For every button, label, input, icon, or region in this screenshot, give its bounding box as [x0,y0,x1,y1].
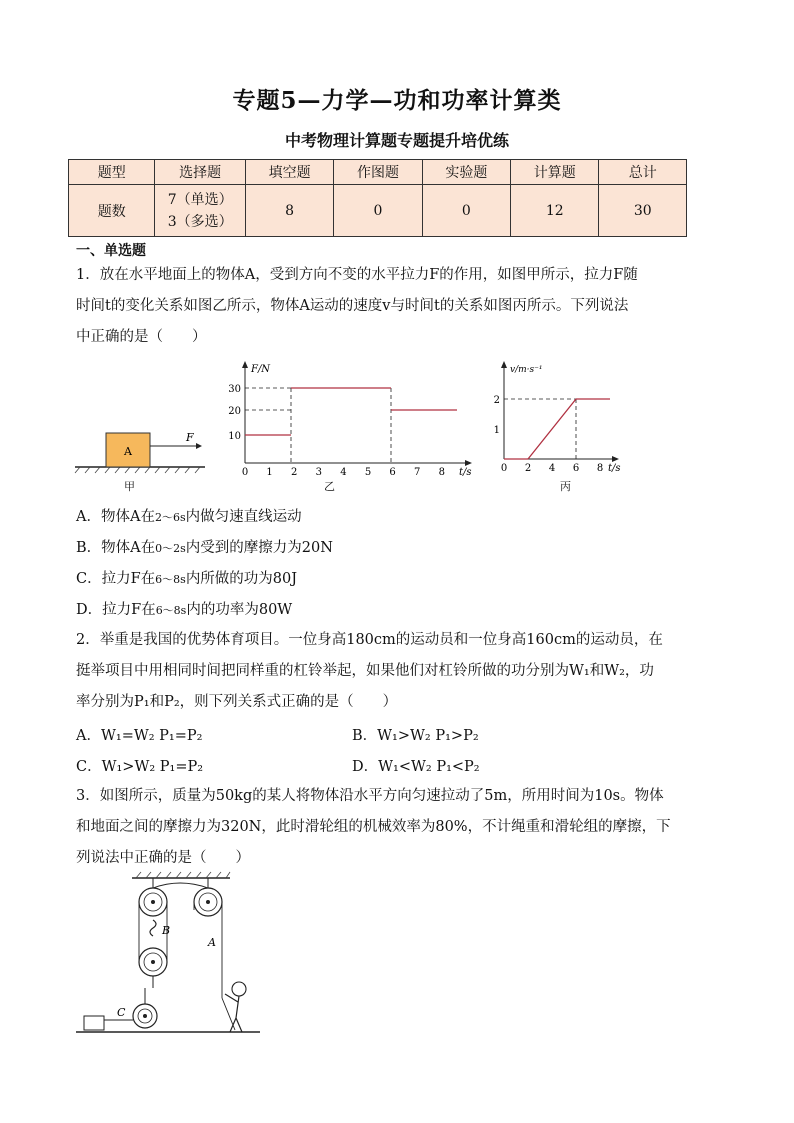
yi-xtick-label: 0 [241,467,249,478]
yi-xtick-label: 7 [414,467,421,478]
option-text: A．物体A在 [76,509,155,525]
header-cell: 实验题 [422,160,510,185]
bing-xtick-label: 8 [596,463,604,474]
yi-ytick-label: 30 [228,384,241,395]
option-text: 内的功率为80W [186,602,293,618]
yi-ylabel: F/N [251,364,271,375]
choice-count-cell [155,185,245,237]
draw-count-cell: 0 [334,185,422,237]
option-range: 0～2s [155,542,186,555]
option-text: 内受到的摩擦力为20N [185,540,333,556]
row-label: 题数 [69,185,155,237]
header-cell: 选择题 [155,160,245,185]
q2-option-b[interactable]: B．W₁>W₂ P₁>P₂ [352,728,479,744]
yi-xtick-label: 4 [340,467,347,478]
yi-xlabel: t/s [459,467,472,478]
yi-xtick-label: 5 [364,467,372,478]
option-range: 6～8s [155,604,187,617]
q3-line-2: 和地面之间的摩擦力为320N，此时滑轮组的机械效率为80%，不计绳重和滑轮组的摩擦，下 [76,819,671,835]
choice-multi: 3（多选） [167,213,233,230]
bing-xtick-label: 2 [524,463,532,474]
pulley-figure [70,870,270,1040]
caption-bing: 丙 [560,480,571,493]
q1-option-b[interactable] [76,536,333,557]
summary-value-row [69,185,687,237]
yi-xtick-label: 6 [389,467,396,478]
option-text: D．拉力F在 [76,602,156,618]
yi-ytick-label: 20 [228,406,241,417]
q2-line-3: 率分别为P₁和P₂，则下列关系式正确的是（ ） [76,694,398,710]
choice-single: 7（单选） [167,191,233,208]
option-text: B．物体A在 [76,540,156,556]
q1-option-a[interactable] [76,505,302,526]
q2-line-2: 挺举项目中用相同时间把同样重的杠铃举起，如果他们对杠铃所做的功分别为W₁和W₂，功 [76,663,654,679]
bing-ylabel: v/m·s⁻¹ [510,365,543,375]
summary-table [68,159,687,237]
experiment-count-cell: 0 [422,185,510,237]
bing-xtick-label: 6 [572,463,580,474]
caption-jia: 甲 [124,480,135,493]
q1-option-d[interactable] [76,598,292,619]
section-heading: 一、单选题 [76,243,146,259]
yi-xtick-label: 3 [315,467,322,478]
yi-xtick-label: 1 [266,467,273,478]
calc-count-cell: 12 [511,185,599,237]
label-c: C [117,1006,126,1019]
option-text: 内做匀速直线运动 [185,509,302,525]
yi-ytick-label: 10 [228,431,241,442]
header-cell: 作图题 [334,160,422,185]
page-subtitle: 中考物理计算题专题提升培优练 [284,131,509,150]
figure-yi [225,358,485,478]
q1-option-c[interactable] [76,567,297,588]
block-a-label: A [124,445,132,458]
bing-xtick-label: 4 [548,463,556,474]
q2-option-c[interactable]: C．W₁>W₂ P₁=P₂ [76,759,204,775]
bing-ytick-label: 1 [493,425,500,436]
yi-xtick-label: 2 [291,467,298,478]
option-text: C．拉力F在 [76,571,156,587]
q1-line-2: 时间t的变化关系如图乙所示，物体A运动的速度v与时间t的关系如图丙所示。下列说法 [76,298,629,314]
figure-jia [70,420,210,500]
q2-option-d[interactable]: D．W₁<W₂ P₁<P₂ [352,759,480,775]
q1-line-3: 中正确的是（ ） [76,329,207,345]
page-title: 专题5—力学—功和功率计算类 [232,87,562,114]
caption-yi: 乙 [324,480,335,493]
total-count-cell: 30 [599,185,687,237]
header-cell: 填空题 [245,160,333,185]
summary-header-row [69,160,687,185]
q3-line-1: 3．如图所示，质量为50kg的某人将物体沿水平方向匀速拉动了5m，所用时间为10s。物体 [76,788,664,804]
header-cell: 题型 [69,160,155,185]
q1-line-1: 1．放在水平地面上的物体A，受到方向不变的水平拉力F的作用，如图甲所示，拉力F随 [76,267,638,283]
option-text: 内所做的功为80J [185,571,298,587]
header-cell: 总计 [599,160,687,185]
label-b: B [162,924,171,937]
q2-option-a[interactable]: A．W₁=W₂ P₁=P₂ [76,728,203,744]
q3-line-3: 列说法中正确的是（ ） [76,850,250,866]
velocity-ramp [528,399,576,459]
header-cell: 计算题 [511,160,599,185]
force-label: F [186,431,194,444]
fill-count-cell: 8 [245,185,333,237]
bing-xtick-label: 0 [500,463,508,474]
figure-bing [490,358,630,478]
q2-line-1: 2．举重是我国的优势体育项目。一位身高180cm的运动员和一位身高160cm的运动员，在 [76,632,663,648]
option-range: 2～6s [154,511,186,524]
bing-xlabel: t/s [608,463,621,474]
option-range: 6～8s [155,573,186,586]
yi-xtick-label: 8 [438,467,445,478]
label-a: A [208,936,216,949]
bing-ytick-label: 2 [493,395,500,406]
